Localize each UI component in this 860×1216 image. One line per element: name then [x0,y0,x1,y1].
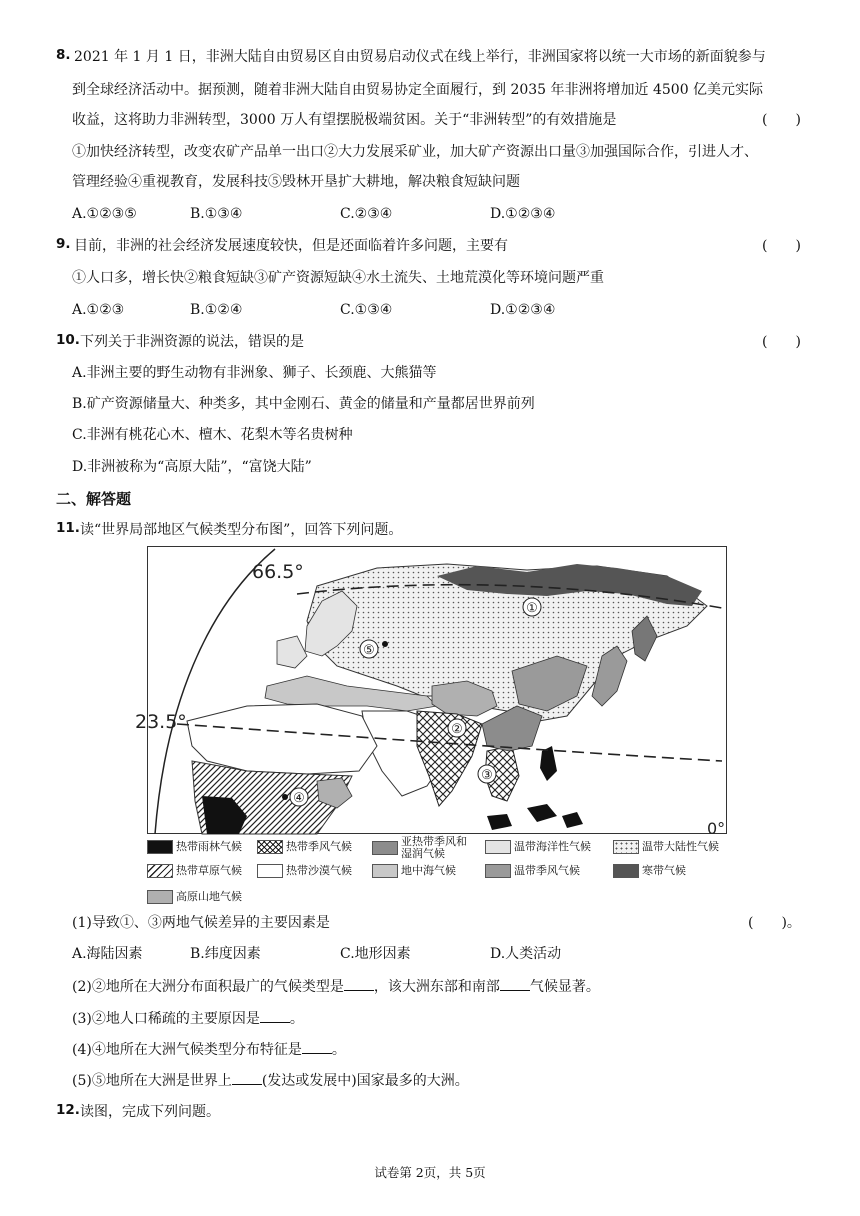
subquestion-text: (发达或发展中)国家最多的大洲。 [261,1073,469,1089]
question-number: 11. [56,520,80,536]
option-d: D.非洲被称为“高原大陆”，“富饶大陆” [72,459,312,475]
answer-paren: ( ) [762,238,801,254]
question-number: 9. [56,236,71,252]
option-a: A.非洲主要的野生动物有非洲象、狮子、长颈鹿、大熊猫等 [72,365,437,381]
legend-swatch [485,840,511,854]
legend-item [147,890,242,904]
legend-swatch [372,864,398,878]
lat-label-66: 66.5° [252,561,304,583]
question-text-line: 到全球经济活动中。据预测，随着非洲大陆自由贸易协定全面履行，到 2035 年非洲将增加近 4500 亿美元实际 [72,82,764,98]
marker-5-dot [382,641,388,647]
option-b: B.纬度因素 [190,946,261,962]
subquestion-3 [72,1008,304,1029]
option-b: B.矿产资源储量大、种类多，其中金刚石、黄金的储量和产量都居世界前列 [72,396,535,412]
legend-label: 亚热带季风和湿润气候 [401,835,467,860]
legend-item [257,840,352,854]
option-d: D.①②③④ [490,206,556,222]
option-a: A.①②③ [72,302,125,318]
option-c: C.地形因素 [340,946,411,962]
map-legend [147,836,747,906]
legend-label: 热带沙漠气候 [286,864,352,877]
legend-item [613,840,719,854]
question-text-line: ①加快经济转型，改变农矿产品单一出口②大力发展采矿业，加大矿产资源出口量③加强国际合作，引进人才、 [72,144,758,160]
subquestion-text: (3)②地人口稀疏的主要原因是 [72,1011,260,1027]
option-c: C.②③④ [340,206,393,222]
question-text-line: 下列关于非洲资源的说法，错误的是 [80,334,304,350]
question-text-line: ①人口多，增长快②粮食短缺③矿产资源短缺④水土流失、土地荒漠化等环境问题严重 [72,270,604,286]
legend-item [147,864,242,878]
option-c: C.①③④ [340,302,393,318]
legend-item [372,836,476,860]
legend-swatch [485,864,511,878]
marker-5: ⑤ [363,643,375,658]
section-heading: 二、解答题 [56,490,132,508]
answer-blank[interactable] [260,1008,290,1023]
subquestion-text: (4)④地所在大洲气候类型分布特征是 [72,1042,302,1058]
question-number: 12. [56,1102,80,1118]
question-number: 10. [56,332,80,348]
marker-4-dot [282,794,288,800]
legend-label: 温带季风气候 [514,864,580,877]
question-text-line: 收益，这将助力非洲转型，3000 万人有望摆脱极端贫困。关于“非洲转型”的有效措施是 [72,112,617,128]
answer-paren: ( ) [762,334,801,350]
subquestion-text: 。 [289,1011,304,1027]
legend-item [613,864,686,878]
legend-swatch [147,840,173,854]
lat-label-0: 0° [707,819,726,838]
subquestion-1: (1)导致①、③两地气候差异的主要因素是 [72,915,330,931]
legend-swatch [613,864,639,878]
legend-swatch [257,840,283,854]
marker-3: ③ [481,768,493,783]
subquestion-text: (5)⑤地所在大洲是世界上 [72,1073,232,1089]
option-a: A.①②③⑤ [72,206,137,222]
lat-label-23: 23.5° [135,711,187,733]
legend-label: 热带季风气候 [286,840,352,853]
marker-1: ① [526,601,538,616]
subquestion-2 [72,976,600,997]
legend-item [485,840,591,854]
answer-blank[interactable] [302,1039,332,1054]
option-d: D.人类活动 [490,946,562,962]
legend-item [147,840,242,854]
question-text-line: 目前，非洲的社会经济发展速度较快，但是还面临着许多问题，主要有 [74,238,508,254]
legend-label: 温带海洋性气候 [514,840,591,853]
subquestion-4 [72,1039,346,1060]
subquestion-text: (2)②地所在大洲分布面积最广的气候类型是 [72,979,344,995]
legend-swatch [613,840,639,854]
legend-label: 热带草原气候 [176,864,242,877]
answer-paren: ( ) [762,112,801,128]
legend-label: 热带雨林气候 [176,840,242,853]
legend-label: 高原山地气候 [176,890,242,903]
legend-item [485,864,580,878]
option-c: C.非洲有桃花心木、檀木、花梨木等名贵树种 [72,427,353,443]
legend-label: 寒带气候 [642,864,686,877]
question-text-line: 2021 年 1 月 1 日，非洲大陆自由贸易区自由贸易启动仪式在线上举行，非洲国家将以统一大市场的新面貌参与 [74,49,766,65]
legend-item [372,864,456,878]
sahara-desert [187,704,377,774]
question-text-line: 读图，完成下列问题。 [80,1104,220,1120]
marker-2: ② [451,722,463,737]
answer-blank[interactable] [500,976,530,991]
marker-4: ④ [293,791,305,806]
legend-swatch [257,864,283,878]
question-text-line: 读“世界局部地区气候类型分布图”，回答下列问题。 [80,522,403,538]
legend-swatch [372,841,398,855]
option-b: B.①②④ [190,302,243,318]
answer-paren: ( )。 [748,915,801,931]
legend-label: 温带大陆性气候 [642,840,719,853]
answer-blank[interactable] [232,1070,262,1085]
option-a: A.海陆因素 [72,946,143,962]
answer-blank[interactable] [344,976,374,991]
subquestion-text: 。 [331,1042,346,1058]
legend-label: 地中海气候 [401,864,456,877]
question-text-line: 管理经验④重视教育，发展科技⑤毁林开垦扩大耕地，解决粮食短缺问题 [72,174,520,190]
subquestion-text: ，该大洲东部和南部 [373,979,500,995]
subquestion-text: 气候显著。 [529,979,600,995]
climate-map [135,546,727,838]
option-b: B.①③④ [190,206,243,222]
subquestion-5 [72,1070,469,1091]
option-d: D.①②③④ [490,302,556,318]
page-footer: 试卷第 2页，共 5页 [374,1165,486,1180]
legend-swatch [147,890,173,904]
question-number: 8. [56,47,71,63]
legend-item [257,864,352,878]
legend-swatch [147,864,173,878]
